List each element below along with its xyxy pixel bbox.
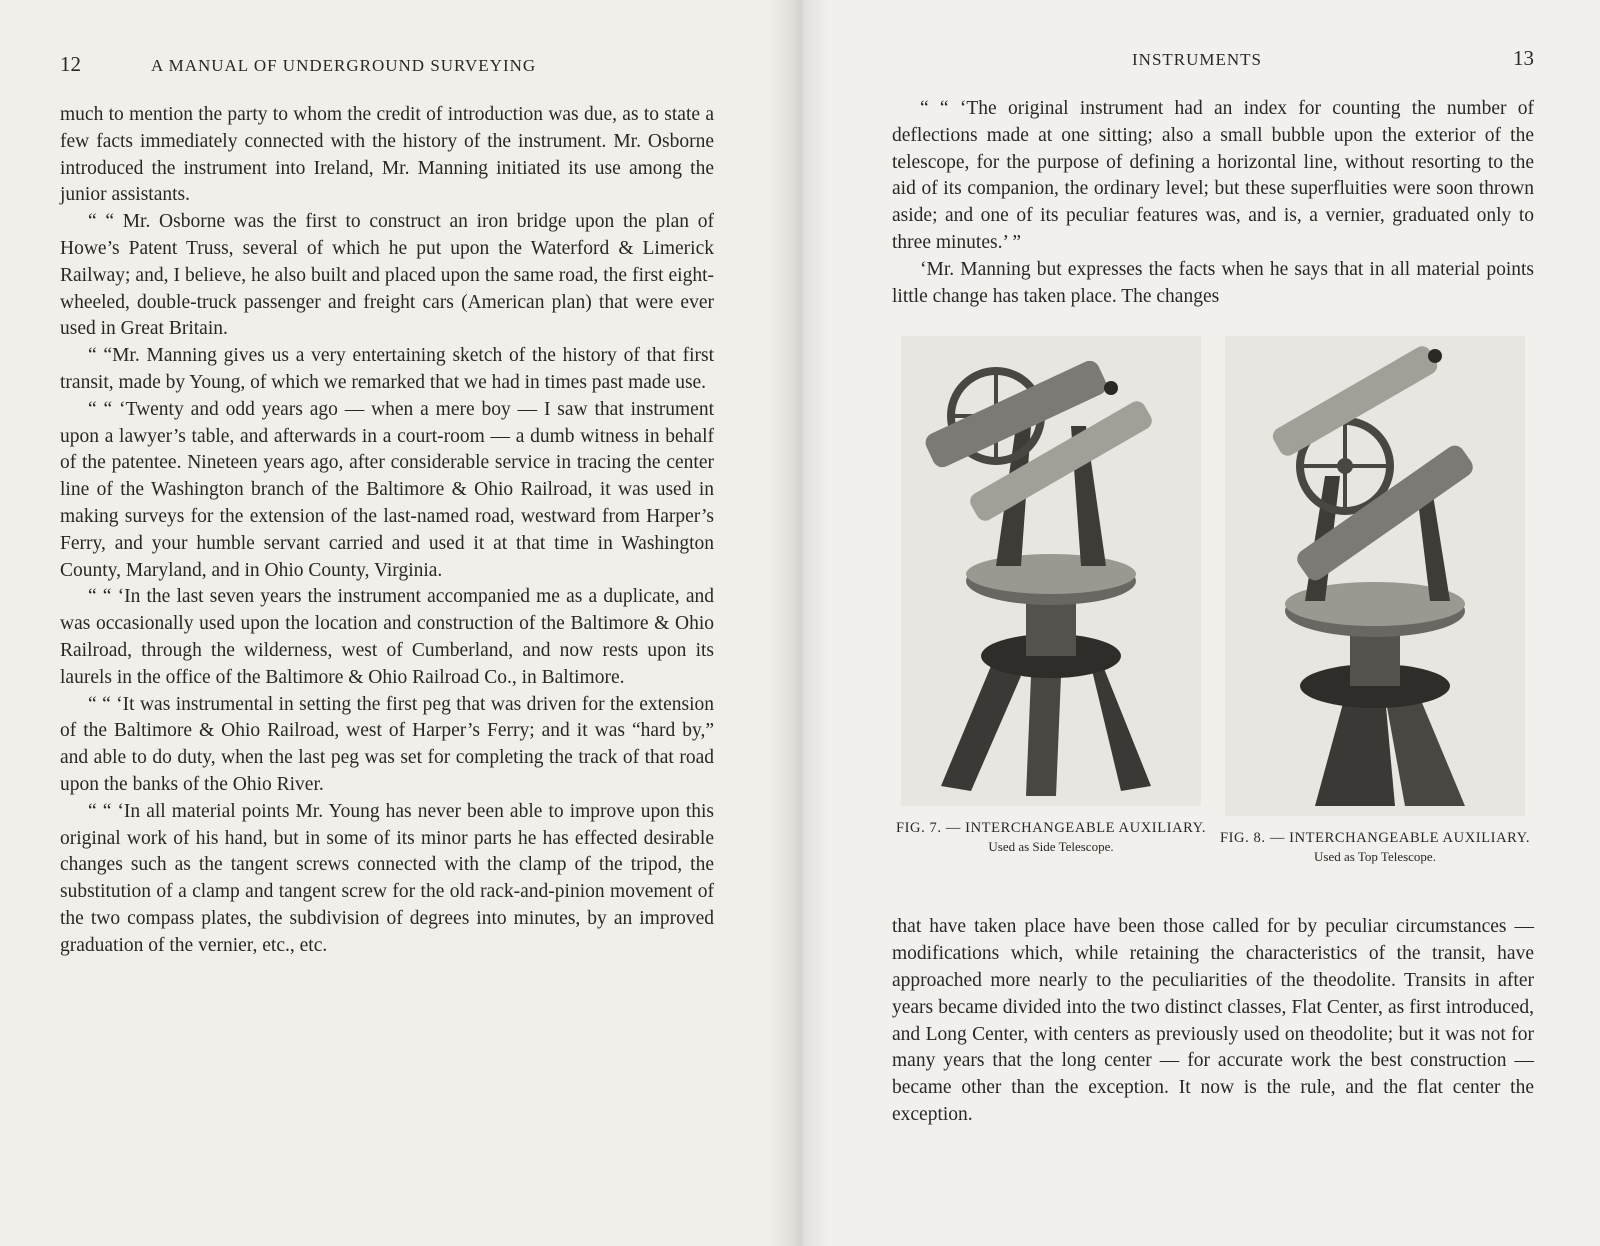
paragraph: “ “ ‘In the last seven years the instrument accompanied me as a duplicate, and was occasionally used upon the location and construction of the Baltimore & Ohio Railroad, through the wilderness, west of Cumberland, and now rests upon its laurels in the office of the Baltimore & Ohio Railroad Co., in Baltimore. — [60, 586, 714, 688]
page-number: 13 — [1513, 46, 1534, 70]
right-page-body-top — [892, 96, 1534, 310]
paragraph: “ “ ‘It was instrumental in setting the first peg that was driven for the extension of the Baltimore & Ohio Railroad, west of Harper’s Ferry; and it was “hard by,” and able to do duty, when the last peg was set for completing the track of that road upon the banks of the Ohio River. — [60, 693, 714, 795]
right-page-header — [892, 46, 1534, 82]
paragraph: much to mention the party to whom the credit of introduction was due, as to state a few facts immediately connected with the history of the instrument. Mr. Osborne introduced the instrument into Ireland, Mr. Manning initiated its use among the junior assistants. — [60, 104, 714, 206]
right-page-body-bottom — [892, 914, 1534, 1128]
figure-row — [892, 336, 1534, 888]
right-page — [800, 0, 1600, 1246]
figure-caption: FIG. 8. — INTERCHANGEABLE AUXILIARY. — [1219, 830, 1531, 847]
paragraph: that have taken place have been those called for by peculiar circumstances — modifications which, while retaining the characteristics of the transit, have approached more nearly to the peculiarities of the theodolite. Transits in after years became divided into the two distinct classes, Flat Center, as first introduced, and Long Center, with centers as previously used on theodolite; but it was not for many years that the long center — for accurate work the best construction — became other than the exception. It now is the rule, and the flat center the exception. — [892, 916, 1534, 1125]
running-title: INSTRUMENTS — [1132, 50, 1263, 69]
left-page-header — [60, 52, 714, 88]
figure-caption: FIG. 7. — INTERCHANGEABLE AUXILIARY. — [895, 820, 1207, 837]
left-page-body — [60, 102, 714, 960]
paragraph: “ “ ‘In all material points Mr. Young has never been able to improve upon this original work of his hand, but in some of its minor parts he has effected desirable changes such as the tangent screws connected with the clamp of the tripod, the substitution of a clamp and tangent screw for the old rack-and-pinion movement of the two compass plates, the subdivision of degrees into minutes, by an improved graduation of the vernier, etc., etc. — [60, 800, 714, 956]
transit-instrument-illustration — [901, 336, 1201, 806]
figure-subcaption: Used as Top Telescope. — [1314, 849, 1436, 865]
figure-8 — [1216, 336, 1534, 888]
page-number: 12 — [60, 52, 81, 76]
transit-instrument-illustration — [1225, 336, 1525, 816]
paragraph: “ “ Mr. Osborne was the first to construct an iron bridge upon the plan of Howe’s Patent Truss, several of which he put upon the Waterford & Limerick Railway; and, I believe, he also built and placed upon the same road, the first eight-wheeled, double-truck passenger and freight cars (American plan) that were ever used in Great Britain. — [60, 211, 714, 340]
paragraph: ‘Mr. Manning but expresses the facts when he says that in all material points little change has taken place. The changes — [892, 258, 1534, 307]
figure-subcaption: Used as Side Telescope. — [988, 839, 1114, 855]
paragraph: “ “ ‘Twenty and odd years ago — when a mere boy — I saw that instrument upon a lawyer’s table, and afterwards in a court-room — a dumb witness in behalf of the patentee. Nineteen years ago, after considerable service in tracing the center line of the Washington branch of the Baltimore & Ohio Railroad, it was used in making surveys for the extension of the last-named road, westward from Harper’s Ferry, and your humble servant carried and used it at that time in Washington County, Maryland, and in Ohio County, Virginia. — [60, 398, 714, 581]
running-title: A MANUAL OF UNDERGROUND SURVEYING — [151, 56, 537, 75]
figure-7 — [892, 336, 1210, 888]
paragraph: “ “Mr. Manning gives us a very entertaining sketch of the history of that first transit, made by Young, of which we remarked that we had in times past made use. — [60, 345, 714, 393]
paragraph: “ “ ‘The original instrument had an index for counting the number of deflections made at one sitting; also a small bubble upon the exterior of the telescope, for the purpose of defining a horizontal line, without resorting to the aid of its companion, the ordinary level; but these superfluities were soon thrown aside; and one of its peculiar features was, and is, a vernier, graduated only to three minutes.’ ” — [892, 98, 1534, 253]
